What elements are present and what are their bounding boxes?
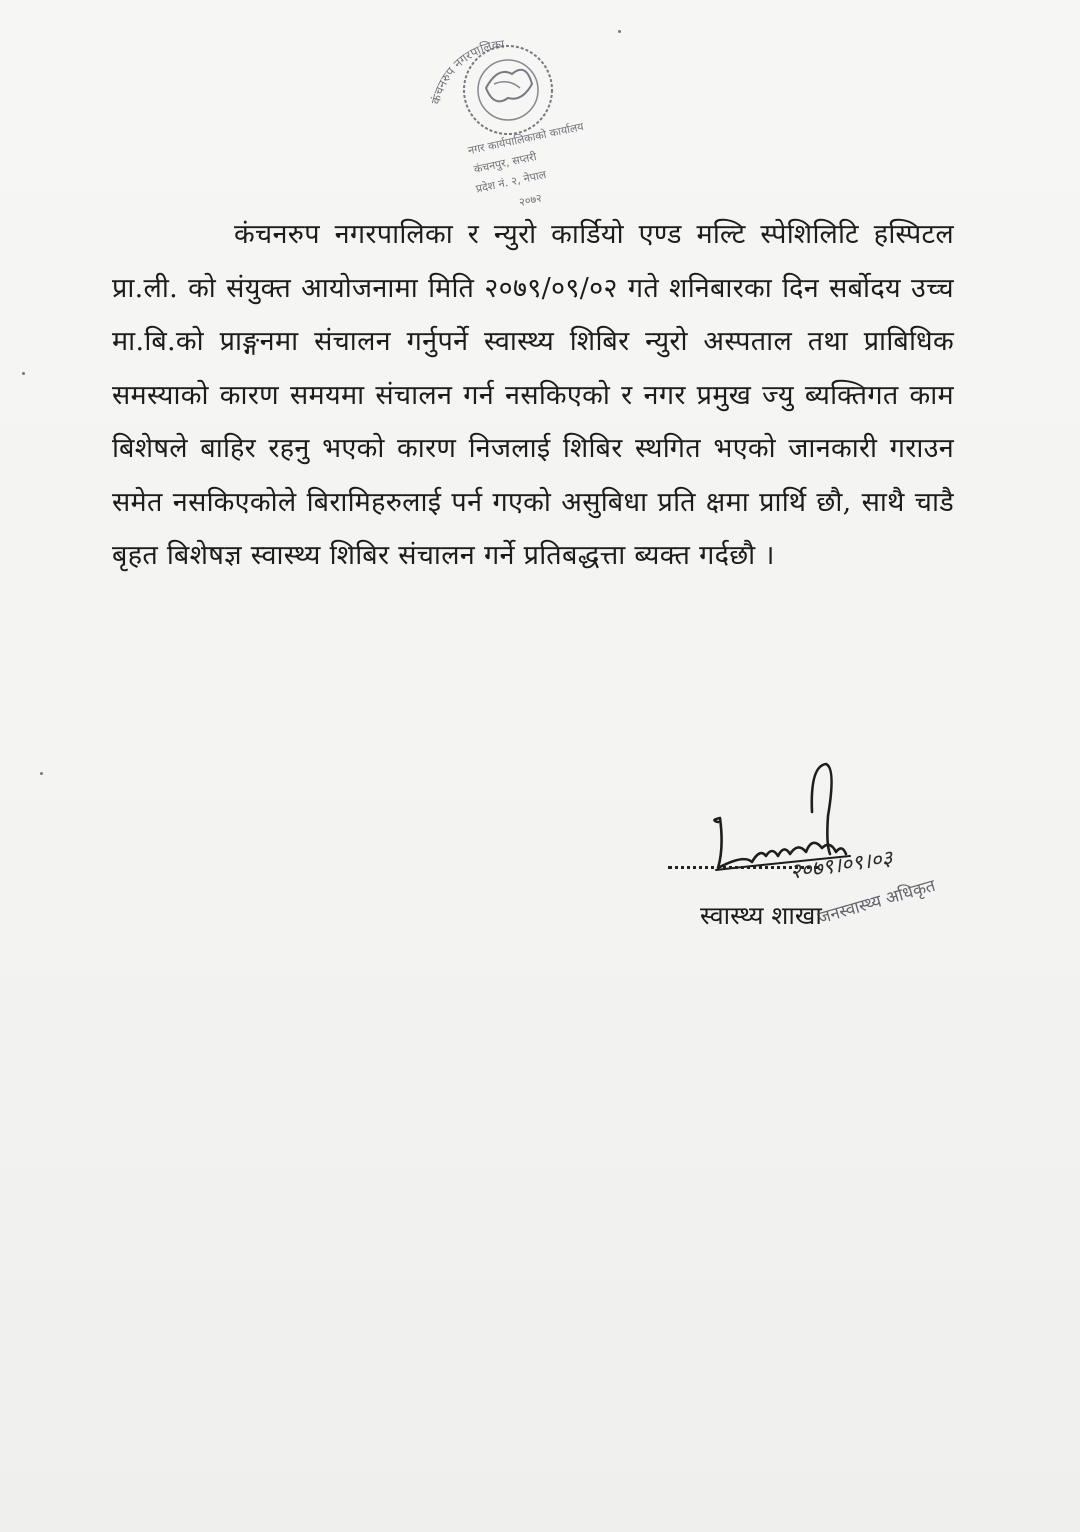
paper-speck: [618, 30, 621, 33]
designation-stamp: जनस्वास्थ्य अधिकृत: [815, 875, 938, 929]
seal-place-text: कंचनपुर, सप्तरी: [472, 150, 538, 177]
municipality-seal: [408, 18, 608, 218]
seal-province-text: प्रदेश नं. २, नेपाल: [474, 167, 548, 196]
paper-speck: [40, 772, 43, 775]
letter-body: कंचनरुप नगरपालिका र न्युरो कार्डियो एण्ड मल्टि स्पेशिलिटि हस्पिटल प्रा.ली. को संयुक्त आयोजनामा मिति २०७९/०९/०२ गते शनिबारका दिन सर्बोदय उच्च मा.बि.को प्राङ्गनमा संचालन गर्नुपर्ने स्वास्थ्य शिबिर न्युरो अस्पताल तथा प्राबिधिक समस्याको कारण समयमा संचालन गर्न नसकिएको र नगर प्रमुख ज्यु ब्यक्तिगत काम बिशेषले बाहिर रहनु भएको कारण निजलाई शिबिर स्थगित भएको जानकारी गराउन समेत नसकिएकोले बिरामिहरुलाई पर्न गएको असुबिधा प्रति क्षमा प्रार्थि छौ, साथै चाडै बृहत बिशेषज्ञ स्वास्थ्य शिबिर संचालन गर्ने प्रतिबद्धत्ता ब्यक्त गर्दछौ ।: [112, 219, 954, 571]
paper-speck: [22, 372, 25, 375]
signature-date: २०७९।०९।०३: [788, 845, 894, 884]
seal-office-text: नगर कार्यपालिकाको कार्यालय: [466, 120, 585, 158]
department-label: स्वास्थ्य शाखा: [700, 901, 822, 930]
seal-arc-text: कंचनरुप नगरपालिका: [428, 36, 506, 106]
seal-year-text: २०७२: [517, 191, 544, 209]
